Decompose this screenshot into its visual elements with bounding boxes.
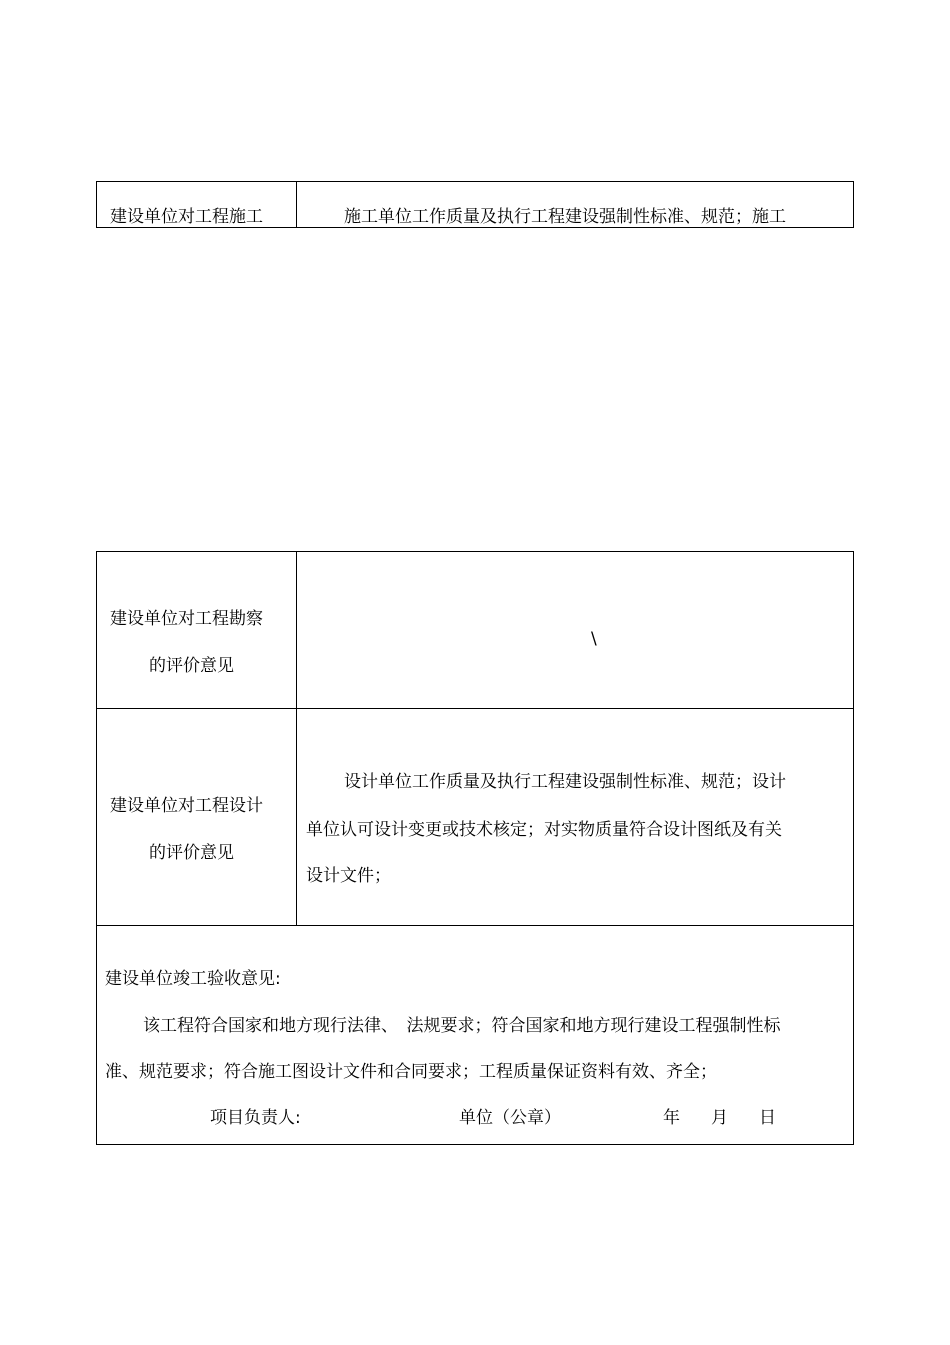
acceptance-opinion-row: [97, 926, 853, 1144]
year-label: 年: [663, 1108, 680, 1128]
project-lead-label: 项目负责人:: [210, 1108, 301, 1128]
unit-seal-label: 单位（公章）: [459, 1108, 561, 1128]
construction-evaluation-table: [96, 181, 854, 228]
survey-label-line1: 建设单位对工程勘察: [110, 609, 263, 629]
construction-evaluation-label: 建设单位对工程施工: [110, 207, 263, 227]
acceptance-text-line1: 该工程符合国家和地方现行法律、 法规要求；符合国家和地方现行建设工程强制性标: [143, 1016, 781, 1036]
design-content-line2: 单位认可设计变更或技术核定；对实物质量符合设计图纸及有关: [306, 820, 782, 840]
month-label: 月: [711, 1108, 728, 1128]
survey-label-cell: [97, 552, 297, 708]
design-label-line2: 的评价意见: [149, 843, 234, 863]
survey-label-line2: 的评价意见: [149, 656, 234, 676]
evaluation-table: [96, 551, 854, 1145]
design-content-line3: 设计文件；: [306, 866, 391, 886]
design-evaluation-row: [97, 709, 853, 926]
acceptance-heading: 建设单位竣工验收意见:: [105, 969, 281, 989]
survey-evaluation-content: \: [591, 629, 597, 649]
survey-evaluation-row: [97, 552, 853, 709]
design-label-line1: 建设单位对工程设计: [110, 796, 263, 816]
day-label: 日: [759, 1108, 776, 1128]
design-label-cell: [97, 709, 297, 925]
construction-label-cell: [97, 182, 297, 227]
design-content-line1: 设计单位工作质量及执行工程建设强制性标准、规范；设计: [344, 772, 786, 792]
acceptance-text-line2: 准、规范要求；符合施工图设计文件和合同要求；工程质量保证资料有效、齐全；: [105, 1062, 717, 1082]
construction-evaluation-text: 施工单位工作质量及执行工程建设强制性标准、规范；施工: [344, 207, 786, 227]
